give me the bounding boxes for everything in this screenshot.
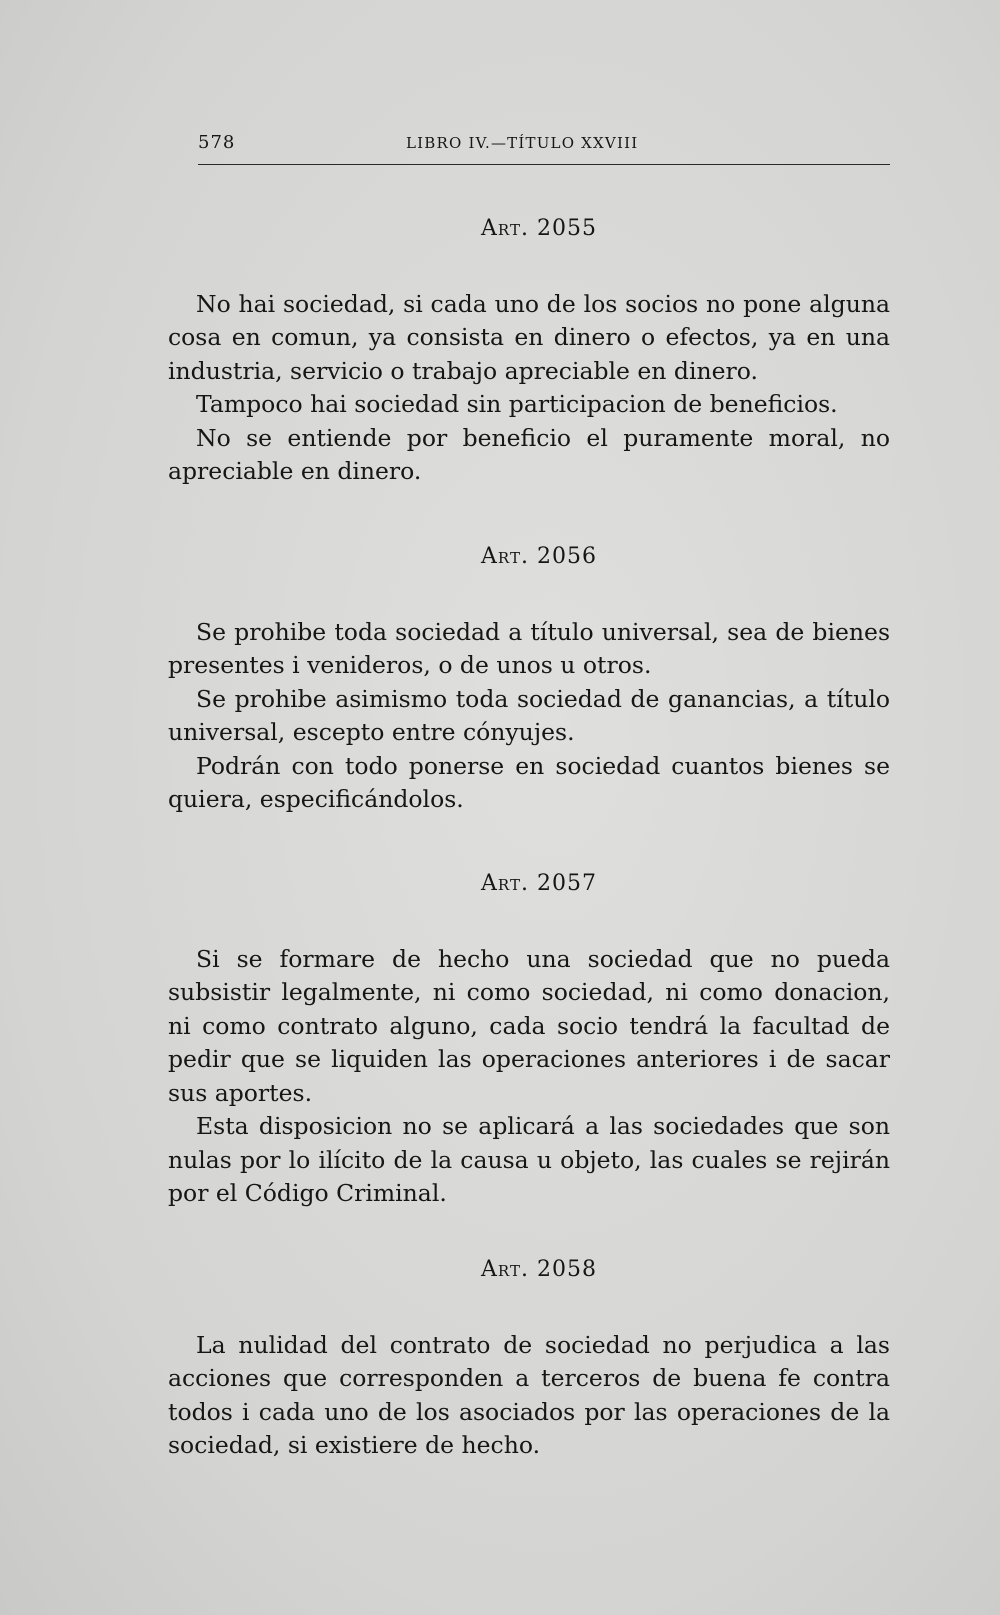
article-paragraph: Esta disposicion no se aplicará a las sociedades que son nulas por lo ilícito de la causa u objeto, las cuales se rejirán por el Código Criminal. (168, 1112, 890, 1207)
page-number: 578 (198, 132, 236, 153)
article-paragraph: Tampoco hai sociedad sin participacion de beneficios. (196, 390, 838, 418)
article-paragraph: Si se formare de hecho una sociedad que no pueda subsistir legalmente, ni como sociedad, ni como donacion, ni como contrato alguno, cada socio tendrá la facultad de pedir que se liquiden las operaciones anteriores i de sacar sus aportes. (168, 944, 890, 1107)
article-heading (168, 212, 890, 246)
article-paragraph: Se prohibe asimismo toda sociedad de ganancias, a título universal, escepto entre cónyujes. (168, 684, 890, 746)
article-label: Art. (481, 1257, 529, 1282)
article-number: 2057 (536, 871, 597, 896)
article-number: 2058 (536, 1257, 597, 1282)
running-head: LIBRO IV.—TÍTULO XXVIII (406, 134, 639, 152)
article-2057 (168, 867, 890, 1211)
article-number: 2056 (536, 544, 597, 569)
article-2056 (168, 540, 890, 817)
article-heading (168, 867, 890, 901)
article-label: Art. (481, 216, 529, 241)
article-paragraph: No se entiende por beneficio el puramente moral, no apreciable en dinero. (168, 423, 890, 485)
article-label: Art. (481, 544, 529, 569)
page-header (198, 132, 890, 158)
article-number: 2055 (536, 216, 597, 241)
article-heading (168, 1253, 890, 1287)
article-paragraph: La nulidad del contrato de sociedad no perjudica a las acciones que corresponden a terceros de buena fe contra todos i cada uno de los asociados por las operaciones de la sociedad, si existiere de hecho. (168, 1330, 890, 1459)
article-label: Art. (481, 871, 529, 896)
article-paragraph: Podrán con todo ponerse en sociedad cuantos bienes se quiera, especificándolos. (168, 751, 890, 813)
article-paragraph: Se prohibe toda sociedad a título universal, sea de bienes presentes i venideros, o de unos u otros. (168, 617, 890, 679)
article-paragraph: No hai sociedad, si cada uno de los socios no pone alguna cosa en comun, ya consista en dinero o efectos, ya en una industria, servicio o trabajo apreciable en dinero. (168, 289, 890, 385)
article-heading (168, 540, 890, 574)
article-2058 (168, 1253, 890, 1463)
article-2055 (168, 212, 890, 489)
header-rule (198, 164, 890, 165)
